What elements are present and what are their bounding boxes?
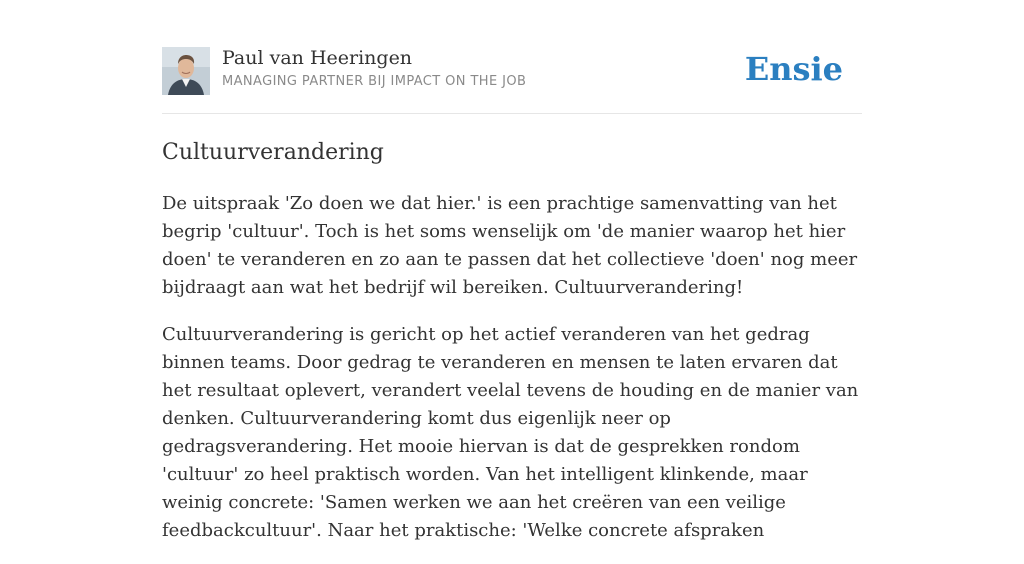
article-page (162, 0, 862, 541)
article-title: Cultuurverandering (162, 140, 384, 165)
article-body (162, 190, 862, 564)
ensie-logo[interactable]: Ensie (744, 50, 843, 88)
article-header (162, 0, 862, 114)
author-avatar[interactable] (162, 47, 210, 95)
article-paragraph: Cultuurverandering is gericht op het actief veranderen van het gedrag binnen teams. Door gedrag te veranderen en mensen te laten ervaren dat het resultaat oplevert, verandert veelal tevens de houding en de manier van denken. Cultuurverandering komt dus eigenlijk neer op gedragsverandering. Het mooie hiervan is dat de gesprekken rondom 'cultuur' zo heel praktisch worden. Van het intelligent klinkende, maar weinig concrete: 'Samen werken we aan het creëren van een veilige feedbackcultuur'. Naar het praktische: 'Welke concrete afspraken (162, 324, 859, 541)
author-role: MANAGING PARTNER BIJ IMPACT ON THE JOB (222, 74, 527, 89)
author-name[interactable]: Paul van Heeringen (222, 47, 413, 69)
author-photo (162, 47, 210, 95)
article-paragraph: De uitspraak 'Zo doen we dat hier.' is een prachtige samenvatting van het begrip 'cultuur'. Toch is het soms wenselijk om 'de manier waarop het hier doen' te veranderen en zo aan te passen dat het collectieve 'doen' nog meer bijdraagt aan wat het bedrijf wil bereiken. Cultuurverandering! (162, 193, 858, 298)
